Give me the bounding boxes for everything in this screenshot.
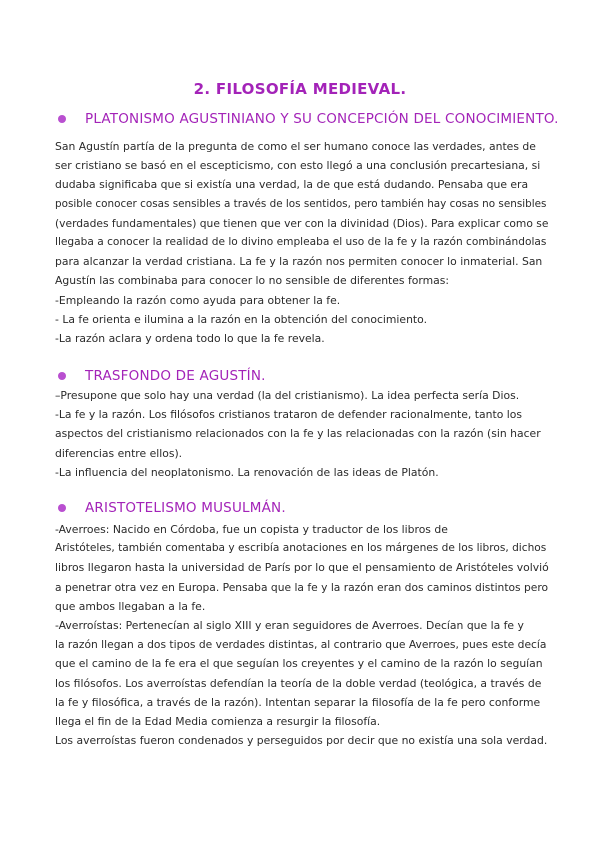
- section-heading-platonismo: [58, 111, 559, 127]
- paragraph-line: Los averroístas fueron condenados y perseguidos por decir que no existía una sola verdad.: [55, 734, 548, 748]
- section-heading-trasfondo: [58, 368, 266, 384]
- paragraph-line: dudaba significaba que si existía una verdad, la de que está dudando. Pensaba que era: [55, 178, 529, 192]
- paragraph-line: que el camino de la fe era el que seguían los creyentes y el camino de la razón lo seguían: [55, 657, 543, 671]
- paragraph-line: -Averroístas: Pertenecían al siglo XIII y eran seguidores de Averroes. Decían que la fe y: [55, 618, 524, 632]
- bullet-icon: [58, 504, 66, 512]
- paragraph-line: llega el fin de la Edad Media comienza a resurgir la filosofía.: [55, 714, 381, 728]
- paragraph-line: aspectos del cristianismo relacionados con la fe y las relacionadas con la razón (sin hacer: [55, 427, 541, 441]
- section-body-trasfondo: [55, 386, 550, 482]
- paragraph-line: libros llegaron hasta la universidad de París por lo que el pensamiento de Aristóteles volvió: [55, 561, 549, 575]
- section-heading-text: TRASFONDO DE AGUSTÍN.: [85, 368, 266, 384]
- bullet-icon: [58, 115, 66, 123]
- paragraph-line: -Averroes: Nacido en Córdoba, fue un copista y traductor de los libros de: [55, 523, 448, 536]
- paragraph-line: Agustín las combinaba para conocer lo no sensible de diferentes formas:: [55, 274, 450, 288]
- section-heading-aristotelismo: [58, 500, 286, 516]
- paragraph-line: para alcanzar la verdad cristiana. La fe y la razón nos permiten conocer lo inmaterial. San: [55, 255, 543, 269]
- section-heading-text: ARISTOTELISMO MUSULMÁN.: [85, 500, 286, 516]
- paragraph-line: (verdades fundamentales) que tienen que ver con la divinidad (Dios). Para explicar como se: [55, 216, 549, 230]
- section-body-aristotelismo: [55, 520, 550, 750]
- paragraph-line: a penetrar otra vez en Europa. Pensaba que la fe y la razón eran dos caminos distintos pero: [55, 580, 549, 594]
- paragraph-line: San Agustín partía de la pregunta de como el ser humano conoce las verdades, antes de: [55, 140, 536, 153]
- list-item: -Empleando la razón como ayuda para obtener la fe.: [55, 293, 341, 307]
- bullet-icon: [58, 372, 66, 380]
- paragraph-line: llegaba a conocer la realidad de lo divino empleaba el uso de la fe y la razón combinándolas: [55, 235, 547, 248]
- page-title: 2. FILOSOFÍA MEDIEVAL.: [193, 80, 407, 98]
- list-item: –Presupone que solo hay una verdad (la del cristianismo). La idea perfecta sería Dios.: [55, 389, 520, 402]
- list-item: -La fe y la razón. Los filósofos cristianos trataron de defender racionalmente, tanto los: [55, 408, 522, 422]
- paragraph-line: diferencias entre ellos).: [55, 446, 183, 460]
- paragraph-line: la fe y filosófica, a través de la razón). Intentan separar la filosofía de la fe pero conforme: [55, 695, 541, 709]
- paragraph-line: posible conocer cosas sensibles a través de los sentidos, pero también hay cosas no sensibles: [55, 197, 547, 210]
- list-item: -La influencia del neoplatonismo. La renovación de las ideas de Platón.: [55, 465, 439, 479]
- paragraph-line: Aristóteles, también comentaba y escribía anotaciones en los márgenes de los libros, dichos: [55, 542, 547, 555]
- paragraph-line: ser cristiano se basó en el escepticismo, con esto llegó a una conclusión precartesiana, si: [55, 159, 541, 173]
- paragraph-line: la razón llegan a dos tipos de verdades distintas, al contrario que Averroes, pues este decía: [55, 638, 547, 652]
- section-body-platonismo: [55, 137, 550, 348]
- list-item: - La fe orienta e ilumina a la razón en la obtención del conocimiento.: [55, 312, 428, 326]
- list-item: -La razón aclara y ordena todo lo que la fe revela.: [55, 331, 325, 345]
- paragraph-line: que ambos llegaban a la fe.: [55, 599, 206, 613]
- paragraph-line: los filósofos. Los averroístas defendían la teoría de la doble verdad (teológica, a través de: [55, 676, 542, 690]
- section-heading-text: PLATONISMO AGUSTINIANO Y SU CONCEPCIÓN DEL CONOCIMIENTO.: [85, 111, 559, 127]
